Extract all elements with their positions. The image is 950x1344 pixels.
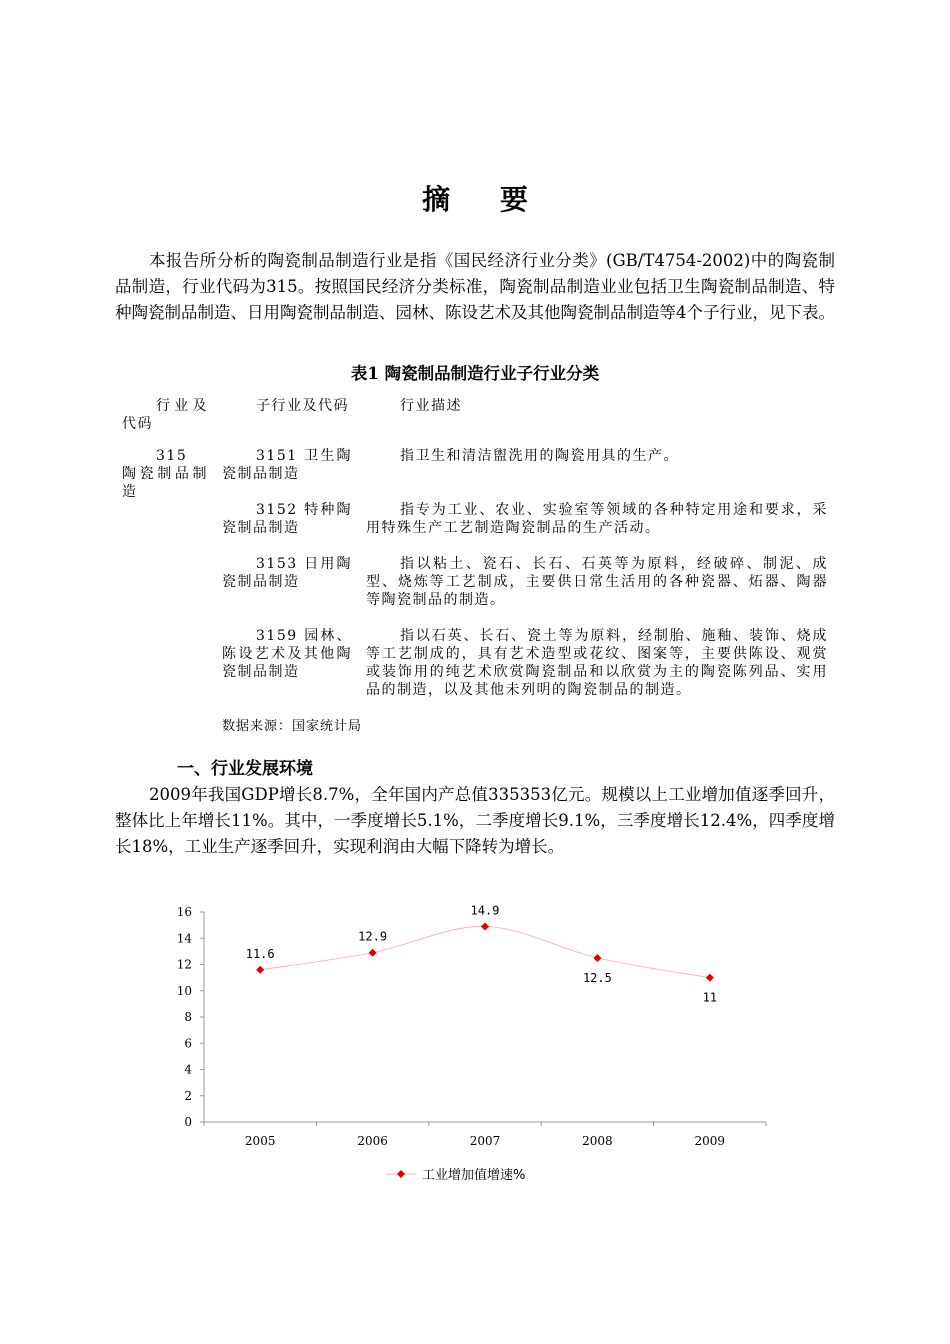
section-heading: 一、行业发展环境: [177, 759, 313, 779]
legend-marker-swatch: [397, 1170, 405, 1178]
intro-paragraph: 本报告所分析的陶瓷制品制造行业是指《国民经济行业分类》(GB/T4754-2002)中的陶瓷制品制造，行业代码为315。按照国民经济分类标准，陶瓷制品制造业业包括卫生陶瓷制品制造、特种陶瓷制品制造、日用陶瓷制品制造、园林、陈设艺术及其他陶瓷制品制造等4个子行业，见下表。: [115, 251, 835, 322]
data-label: 14.9: [470, 903, 500, 918]
x-tick-label: 2006: [357, 1134, 388, 1148]
x-tick-label: 2005: [244, 1134, 276, 1148]
data-label: 12.5: [582, 970, 612, 985]
y-tick-label: 4: [184, 1062, 192, 1077]
series-markers: [256, 922, 714, 981]
legend-label: 工业增加值增速%: [422, 1168, 526, 1183]
y-axis-ticks: [177, 905, 204, 1129]
table-row-desc: 指专为工业、农业、实验室等领域的各种特定用途和要求，采用特殊生产工艺制造陶瓷制品的生产活动。: [366, 502, 828, 536]
data-label: 11.6: [245, 946, 275, 961]
data-labels: [246, 903, 717, 1004]
data-point: [256, 966, 264, 974]
table-row-sub: 3151 卫生陶瓷制品制造: [222, 448, 352, 482]
table-header-description: 行业描述: [400, 398, 462, 414]
y-tick-label: 12: [176, 957, 192, 972]
data-label: 11: [702, 990, 718, 1005]
table-row-desc: 指以粘土、瓷石、长石、石英等为原料，经破碎、制泥、成型、烧炼等工艺制成，主要供日常生活用的各种瓷器、炻器、陶器等陶瓷制品的制造。: [366, 556, 828, 608]
data-point: [481, 922, 489, 930]
x-axis-ticks: [204, 1122, 766, 1148]
y-tick-label: 10: [176, 983, 192, 998]
data-source-note: 数据来源：国家统计局: [222, 719, 363, 734]
x-tick-label: 2007: [469, 1134, 501, 1148]
data-point: [706, 974, 714, 982]
table-header-industry: 行业及代码: [122, 398, 208, 432]
table-parent-industry: 315 陶瓷制品制造: [122, 448, 208, 500]
table-caption: 表1 陶瓷制品制造行业子行业分类: [350, 364, 600, 383]
table-row-sub: 3152 特种陶瓷制品制造: [222, 502, 352, 536]
data-point: [593, 954, 601, 962]
section1-paragraph: 2009年我国GDP增长8.7%，全年国内产总值335353亿元。规模以上工业增加值逐季回升，整体比上年增长11%。其中，一季度增长5.1%，二季度增长9.1%，三季度增长12.4%，四季度增长18%，工业生产逐季回升，实现利润由大幅下降转为增长。: [115, 785, 835, 856]
page-title: 摘 要: [422, 183, 548, 216]
table-row-sub: 3153 日用陶瓷制品制造: [222, 556, 352, 590]
y-tick-label: 0: [184, 1115, 192, 1129]
y-tick-label: 8: [184, 1010, 192, 1024]
data-point: [369, 949, 377, 957]
y-tick-label: 14: [176, 931, 192, 946]
y-tick-label: 2: [184, 1088, 192, 1103]
table-row-desc: 指卫生和清洁盥洗用的陶瓷用具的生产。: [400, 448, 679, 464]
y-tick-label: 6: [184, 1036, 192, 1051]
chart-axes: [204, 912, 766, 1122]
chart-legend: [386, 1167, 525, 1183]
x-tick-label: 2009: [694, 1134, 726, 1148]
data-label: 12.9: [358, 929, 388, 944]
series-line: [260, 926, 710, 977]
x-tick-label: 2008: [582, 1134, 613, 1148]
table-header-subindustry: 子行业及代码: [256, 398, 349, 414]
y-tick-label: 16: [176, 905, 192, 919]
table-row-sub: 3159 园林、陈设艺术及其他陶瓷制品制造: [222, 628, 352, 680]
industry-growth-chart: [150, 890, 790, 1200]
table-row-desc: 指以石英、长石、瓷土等为原料，经制胎、施釉、装饰、烧成等工艺制成的，具有艺术造型或花纹、图案等，主要供陈设、观赏或装饰用的纯艺术欣赏陶瓷制品和以欣赏为主的陶瓷陈列品、实用品的制造，以及其他未列明的陶瓷制品的制造。: [366, 628, 828, 698]
